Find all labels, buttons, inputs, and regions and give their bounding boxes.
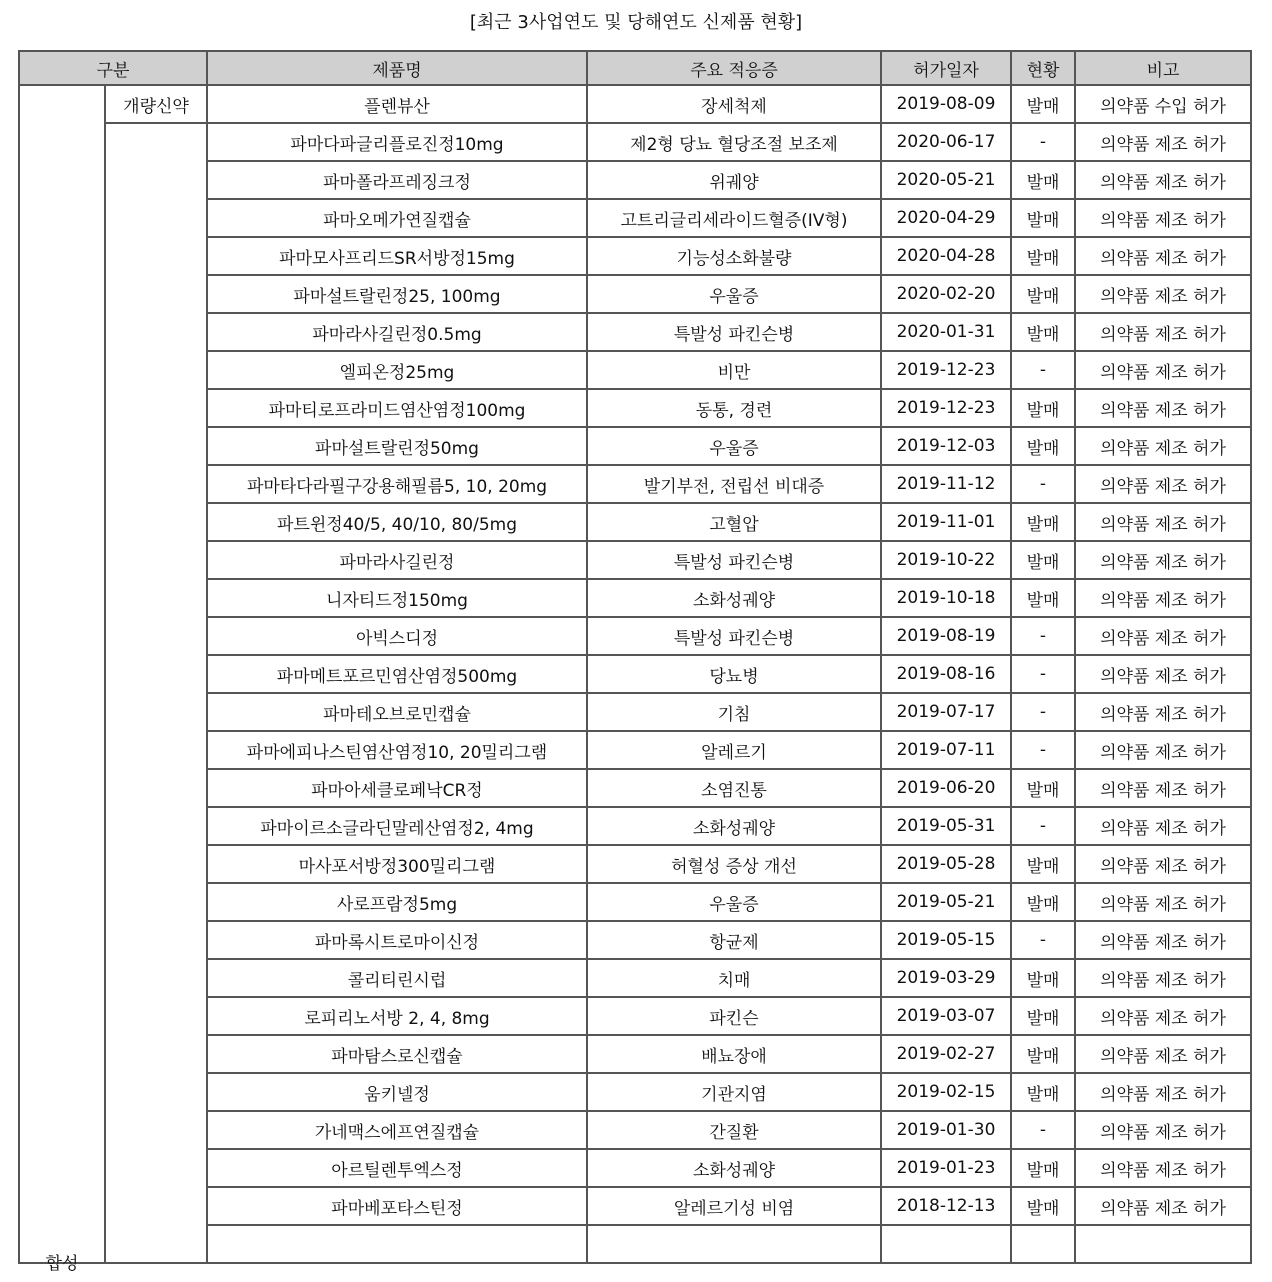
cell-indication: 제2형 당뇨 혈당조절 보조제 <box>587 123 881 161</box>
cell-status: 발매 <box>1011 503 1075 541</box>
group-sub-empty-cell <box>105 123 207 1263</box>
group-main-cell <box>19 85 105 1274</box>
cell-indication: 장세척제 <box>587 85 881 123</box>
table-row <box>19 123 1251 161</box>
cell-note: 의약품 제조 허가 <box>1075 199 1251 237</box>
cell-note: 의약품 제조 허가 <box>1075 655 1251 693</box>
cell-date: 2019-12-23 <box>881 389 1011 427</box>
cell-product: 움키넬정 <box>207 1073 587 1111</box>
cell-note: 의약품 제조 허가 <box>1075 693 1251 731</box>
cell-status: 발매 <box>1011 997 1075 1035</box>
cell-date: 2019-08-16 <box>881 655 1011 693</box>
cell-note <box>1075 1225 1251 1263</box>
cell-indication: 특발성 파킨슨병 <box>587 313 881 351</box>
cell-product: 파마베포타스틴정 <box>207 1187 587 1225</box>
cell-status: - <box>1011 693 1075 731</box>
cell-indication: 기관지염 <box>587 1073 881 1111</box>
cell-product: 파마타다라필구강용해필름5, 10, 20mg <box>207 465 587 503</box>
cell-date: 2019-05-28 <box>881 845 1011 883</box>
cell-indication: 소화성궤양 <box>587 1149 881 1187</box>
cell-indication: 소염진통 <box>587 769 881 807</box>
cell-product: 파마설트랄린정50mg <box>207 427 587 465</box>
cell-date: 2019-02-27 <box>881 1035 1011 1073</box>
cell-note: 의약품 제조 허가 <box>1075 427 1251 465</box>
cell-product: 파마아세클로페낙CR정 <box>207 769 587 807</box>
cell-note: 의약품 수입 허가 <box>1075 85 1251 123</box>
cell-date: 2020-06-17 <box>881 123 1011 161</box>
cell-status: - <box>1011 731 1075 769</box>
cell-indication: 발기부전, 전립선 비대증 <box>587 465 881 503</box>
header-status: 현황 <box>1011 51 1075 85</box>
table-caption: [최근 3사업연도 및 당해연도 신제품 현황] <box>469 12 803 33</box>
cell-date: 2019-12-03 <box>881 427 1011 465</box>
header-note: 비고 <box>1075 51 1251 85</box>
cell-indication: 파킨슨 <box>587 997 881 1035</box>
cell-note: 의약품 제조 허가 <box>1075 1035 1251 1073</box>
cell-status: 발매 <box>1011 85 1075 123</box>
cell-date: 2019-11-01 <box>881 503 1011 541</box>
cell-status: 발매 <box>1011 1187 1075 1225</box>
cell-note: 의약품 제조 허가 <box>1075 1187 1251 1225</box>
cell-indication: 치매 <box>587 959 881 997</box>
cell-product: 콜리티린시럽 <box>207 959 587 997</box>
cell-status: 발매 <box>1011 275 1075 313</box>
cell-date: 2020-04-28 <box>881 237 1011 275</box>
cell-status: - <box>1011 351 1075 389</box>
group-sub-cell: 개량신약 <box>105 85 207 123</box>
cell-product: 파마오메가연질캡슐 <box>207 199 587 237</box>
cell-product: 아빅스디정 <box>207 617 587 655</box>
cell-product: 파마라사길린정0.5mg <box>207 313 587 351</box>
cell-date: 2019-05-31 <box>881 807 1011 845</box>
cell-date: 2019-03-07 <box>881 997 1011 1035</box>
cell-status: - <box>1011 807 1075 845</box>
cell-date: 2019-07-11 <box>881 731 1011 769</box>
cell-product: 사로프람정5mg <box>207 883 587 921</box>
cell-status: - <box>1011 655 1075 693</box>
cell-note: 의약품 제조 허가 <box>1075 807 1251 845</box>
cell-note: 의약품 제조 허가 <box>1075 161 1251 199</box>
cell-date: 2019-05-15 <box>881 921 1011 959</box>
cell-product: 파마메트포르민염산염정500mg <box>207 655 587 693</box>
cell-product: 니자티드정150mg <box>207 579 587 617</box>
cell-note: 의약품 제조 허가 <box>1075 769 1251 807</box>
header-date: 허가일자 <box>881 51 1011 85</box>
cell-status: 발매 <box>1011 427 1075 465</box>
cell-indication: 항균제 <box>587 921 881 959</box>
cell-note: 의약품 제조 허가 <box>1075 465 1251 503</box>
cell-date: 2019-11-12 <box>881 465 1011 503</box>
cell-indication: 당뇨병 <box>587 655 881 693</box>
cell-indication: 고혈압 <box>587 503 881 541</box>
cell-status: 발매 <box>1011 1149 1075 1187</box>
header-indication: 주요 적응증 <box>587 51 881 85</box>
header-category: 구분 <box>19 51 207 85</box>
header-row <box>19 51 1251 85</box>
cell-note: 의약품 제조 허가 <box>1075 237 1251 275</box>
cell-product: 파마이르소글라딘말레산염정2, 4mg <box>207 807 587 845</box>
cell-indication: 비만 <box>587 351 881 389</box>
cell-indication: 우울증 <box>587 883 881 921</box>
cell-product: 파마테오브로민캡슐 <box>207 693 587 731</box>
cell-date: 2018-12-13 <box>881 1187 1011 1225</box>
cell-date: 2020-05-21 <box>881 161 1011 199</box>
cell-note: 의약품 제조 허가 <box>1075 123 1251 161</box>
cell-status: - <box>1011 123 1075 161</box>
cell-note: 의약품 제조 허가 <box>1075 731 1251 769</box>
cell-indication: 기능성소화불량 <box>587 237 881 275</box>
cell-indication: 간질환 <box>587 1111 881 1149</box>
cell-indication: 알레르기 <box>587 731 881 769</box>
cell-note: 의약품 제조 허가 <box>1075 389 1251 427</box>
cell-note: 의약품 제조 허가 <box>1075 503 1251 541</box>
cell-product: 파마라사길린정 <box>207 541 587 579</box>
cell-product: 마사포서방정300밀리그램 <box>207 845 587 883</box>
cell-indication: 특발성 파킨슨병 <box>587 541 881 579</box>
cell-date: 2020-04-29 <box>881 199 1011 237</box>
cell-date: 2020-01-31 <box>881 313 1011 351</box>
cell-date: 2019-05-21 <box>881 883 1011 921</box>
cell-product: 파마록시트로마이신정 <box>207 921 587 959</box>
cell-product: 파마티로프라미드염산염정100mg <box>207 389 587 427</box>
cell-date <box>881 1225 1011 1263</box>
cell-note: 의약품 제조 허가 <box>1075 579 1251 617</box>
cell-indication: 기침 <box>587 693 881 731</box>
cell-indication: 동통, 경련 <box>587 389 881 427</box>
cell-status: 발매 <box>1011 541 1075 579</box>
cell-indication: 배뇨장애 <box>587 1035 881 1073</box>
cell-note: 의약품 제조 허가 <box>1075 921 1251 959</box>
cell-product: 플렌뷰산 <box>207 85 587 123</box>
cell-date: 2019-01-30 <box>881 1111 1011 1149</box>
cell-product: 아르틸렌투엑스정 <box>207 1149 587 1187</box>
cell-indication: 우울증 <box>587 275 881 313</box>
cell-status <box>1011 1225 1075 1263</box>
cell-note: 의약품 제조 허가 <box>1075 883 1251 921</box>
cell-note: 의약품 제조 허가 <box>1075 541 1251 579</box>
table-row <box>19 85 1251 123</box>
cell-status: 발매 <box>1011 883 1075 921</box>
cell-date: 2019-08-19 <box>881 617 1011 655</box>
cell-status: - <box>1011 617 1075 655</box>
cell-date: 2020-02-20 <box>881 275 1011 313</box>
cell-status: 발매 <box>1011 237 1075 275</box>
cell-note: 의약품 제조 허가 <box>1075 617 1251 655</box>
cell-date: 2019-12-23 <box>881 351 1011 389</box>
cell-status: 발매 <box>1011 1073 1075 1111</box>
cell-status: - <box>1011 921 1075 959</box>
cell-note: 의약품 제조 허가 <box>1075 959 1251 997</box>
cell-status: - <box>1011 1111 1075 1149</box>
cell-status: 발매 <box>1011 161 1075 199</box>
cell-date: 2019-01-23 <box>881 1149 1011 1187</box>
cell-indication: 알레르기성 비염 <box>587 1187 881 1225</box>
cell-status: 발매 <box>1011 389 1075 427</box>
cell-status: 발매 <box>1011 199 1075 237</box>
cell-product: 로피리노서방 2, 4, 8mg <box>207 997 587 1035</box>
cell-date: 2019-10-22 <box>881 541 1011 579</box>
cell-note: 의약품 제조 허가 <box>1075 1111 1251 1149</box>
cell-product <box>207 1225 587 1263</box>
header-product: 제품명 <box>207 51 587 85</box>
cell-product: 파마모사프리드SR서방정15mg <box>207 237 587 275</box>
cell-note: 의약품 제조 허가 <box>1075 351 1251 389</box>
cell-note: 의약품 제조 허가 <box>1075 997 1251 1035</box>
cell-note: 의약품 제조 허가 <box>1075 845 1251 883</box>
cell-indication: 고트리글리세라이드혈증(IV형) <box>587 199 881 237</box>
cell-indication: 특발성 파킨슨병 <box>587 617 881 655</box>
cell-product: 엘피온정25mg <box>207 351 587 389</box>
new-products-table <box>18 50 1252 1274</box>
group-main-label: 합성 <box>45 1254 79 1274</box>
cell-product: 파마탐스로신캡슐 <box>207 1035 587 1073</box>
cell-status: 발매 <box>1011 579 1075 617</box>
cell-date: 2019-03-29 <box>881 959 1011 997</box>
cell-date: 2019-08-09 <box>881 85 1011 123</box>
cell-product: 파마다파글리플로진정10mg <box>207 123 587 161</box>
cell-note: 의약품 제조 허가 <box>1075 1149 1251 1187</box>
cell-note: 의약품 제조 허가 <box>1075 313 1251 351</box>
cell-date: 2019-06-20 <box>881 769 1011 807</box>
cell-product: 파마폴라프레징크정 <box>207 161 587 199</box>
cell-indication: 우울증 <box>587 427 881 465</box>
cell-product: 파트윈정40/5, 40/10, 80/5mg <box>207 503 587 541</box>
cell-indication: 소화성궤양 <box>587 579 881 617</box>
cell-product: 파마설트랄린정25, 100mg <box>207 275 587 313</box>
cell-product: 파마에피나스틴염산염정10, 20밀리그램 <box>207 731 587 769</box>
cell-note: 의약품 제조 허가 <box>1075 275 1251 313</box>
cell-note: 의약품 제조 허가 <box>1075 1073 1251 1111</box>
cell-status: 발매 <box>1011 1035 1075 1073</box>
cell-indication <box>587 1225 881 1263</box>
cell-product: 가네맥스에프연질캡슐 <box>207 1111 587 1149</box>
cell-date: 2019-02-15 <box>881 1073 1011 1111</box>
cell-indication: 소화성궤양 <box>587 807 881 845</box>
cell-status: - <box>1011 465 1075 503</box>
cell-indication: 허혈성 증상 개선 <box>587 845 881 883</box>
cell-date: 2019-07-17 <box>881 693 1011 731</box>
cell-status: 발매 <box>1011 845 1075 883</box>
cell-date: 2019-10-18 <box>881 579 1011 617</box>
cell-status: 발매 <box>1011 313 1075 351</box>
cell-status: 발매 <box>1011 769 1075 807</box>
cell-indication: 위궤양 <box>587 161 881 199</box>
cell-status: 발매 <box>1011 959 1075 997</box>
